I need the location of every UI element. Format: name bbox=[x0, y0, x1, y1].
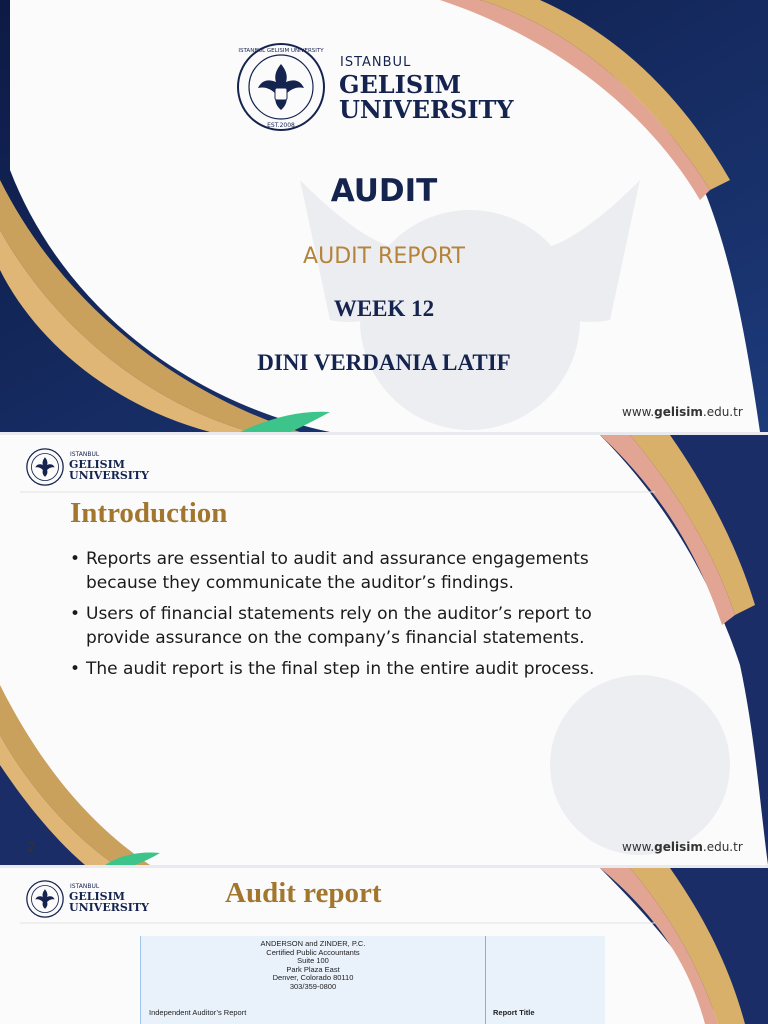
url-prefix: www. bbox=[622, 840, 655, 854]
title-slide bbox=[0, 0, 768, 432]
url-suffix: .edu.tr bbox=[702, 405, 743, 419]
author-name: DINI VERDANIA LATIF bbox=[257, 350, 511, 375]
logo-line-university: UNIVERSITY bbox=[69, 901, 149, 914]
url-brand: gelisim bbox=[654, 405, 703, 419]
report-title-annotation: Report Title bbox=[493, 1008, 535, 1017]
slide-heading: Introduction bbox=[70, 497, 228, 529]
logo-line-istanbul: ISTANBUL bbox=[340, 55, 412, 70]
page-number: 2 bbox=[27, 840, 35, 854]
week-label: WEEK 12 bbox=[333, 296, 435, 321]
university-seal-logo bbox=[26, 448, 64, 486]
logo-line-gelisim: GELISIM bbox=[69, 890, 125, 903]
svg-text:ISTANBUL GELISIM UNIVERSITY: ISTANBUL GELISIM UNIVERSITY bbox=[238, 48, 324, 54]
url-brand: gelisim bbox=[654, 840, 703, 854]
bullet-item: • Users of financial statements rely on the auditor’s report to provide assurance on the company’s financial statements. bbox=[70, 602, 660, 650]
website-url[interactable] bbox=[622, 840, 743, 854]
firm-line: ANDERSON and ZINDER, P.C. bbox=[260, 939, 366, 948]
audit-report-slide bbox=[0, 868, 768, 1024]
website-url[interactable] bbox=[622, 405, 743, 419]
url-prefix: www. bbox=[622, 405, 655, 419]
report-document-excerpt bbox=[140, 936, 605, 1024]
bullet-list bbox=[70, 547, 660, 688]
introduction-slide bbox=[0, 435, 768, 865]
logo-line-istanbul: ISTANBUL bbox=[70, 883, 100, 890]
firm-line: Certified Public Accountants bbox=[266, 947, 360, 957]
svg-text:EST.2008: EST.2008 bbox=[267, 122, 295, 129]
university-seal-logo bbox=[236, 42, 326, 132]
logo-line-gelisim: GELISIM bbox=[69, 458, 125, 471]
firm-line: Park Plaza East bbox=[286, 964, 340, 974]
firm-line: Denver, Colorado 80110 bbox=[272, 973, 354, 983]
logo-line-university: UNIVERSITY bbox=[69, 469, 149, 482]
bullet-item: • The audit report is the final step in the entire audit process. bbox=[70, 657, 660, 681]
url-suffix: .edu.tr bbox=[702, 840, 743, 854]
slide-subtitle: AUDIT REPORT bbox=[303, 244, 465, 269]
logo-line-university: UNIVERSITY bbox=[339, 95, 514, 124]
report-heading-text: Independent Auditor’s Report bbox=[149, 1008, 247, 1017]
firm-letterhead bbox=[141, 940, 485, 992]
logo-line-istanbul: ISTANBUL bbox=[70, 451, 100, 458]
firm-line: 303/359-0800 bbox=[289, 981, 337, 991]
firm-line: Suite 100 bbox=[297, 956, 329, 966]
bullet-item: • Reports are essential to audit and assurance engagements because they communicate the auditor’s findings. bbox=[70, 547, 660, 595]
column-divider bbox=[485, 936, 486, 1024]
slide-title: AUDIT bbox=[330, 173, 438, 209]
slide-heading: Audit report bbox=[225, 877, 382, 909]
university-seal-logo bbox=[26, 880, 64, 918]
logo-line-gelisim: GELISIM bbox=[339, 70, 462, 99]
